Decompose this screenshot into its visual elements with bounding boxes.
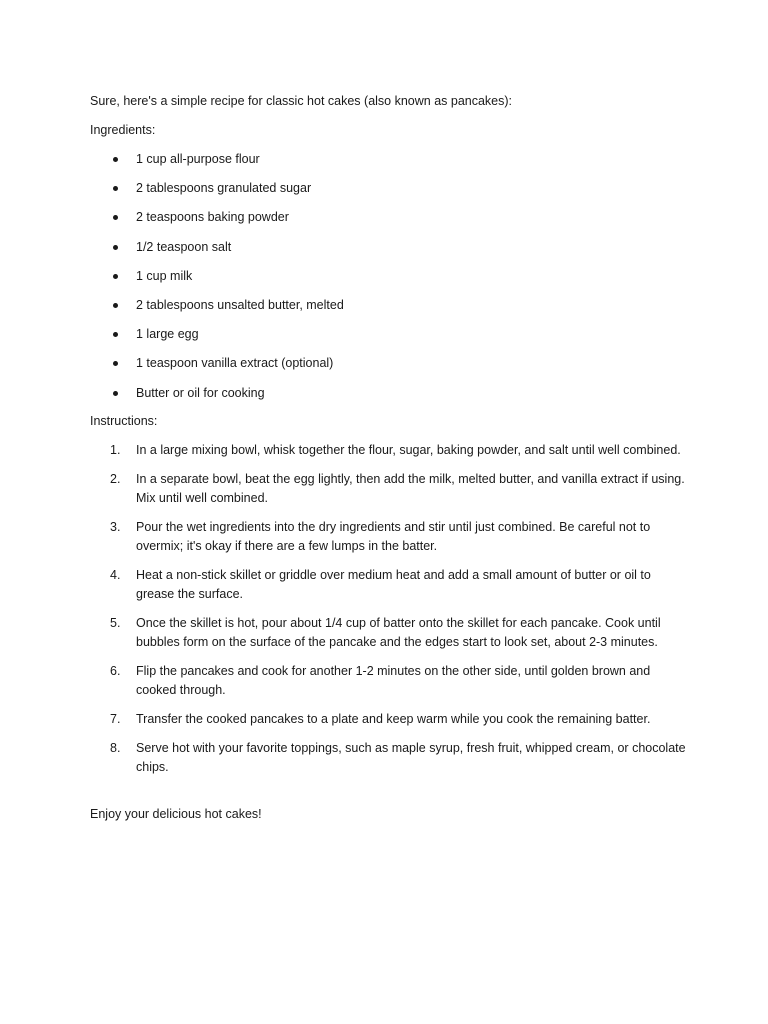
ingredient-item: 1/2 teaspoon salt (90, 238, 344, 267)
step-text: Once the skillet is hot, pour about 1/4 cup of batter onto the skillet for each pancake. Cook until bubbles form on the surface of the pancake and the edges start to look set, about 2-3 minutes. (136, 616, 661, 649)
step-number: 3. (110, 520, 121, 534)
instruction-step (90, 470, 690, 508)
bullet-icon (113, 274, 118, 279)
bullet-icon (113, 215, 118, 220)
step-text: Flip the pancakes and cook for another 1-2 minutes on the other side, until golden brown and cooked through. (136, 664, 651, 697)
ingredient-item: 1 cup all-purpose flour (90, 150, 344, 179)
bullet-icon (113, 186, 118, 191)
closing-text: Enjoy your delicious hot cakes! (90, 807, 262, 821)
step-number: 7. (110, 712, 121, 726)
bullet-icon (113, 361, 118, 366)
bullet-icon (113, 157, 118, 162)
intro-text: Sure, here's a simple recipe for classic hot cakes (also known as pancakes): (90, 94, 513, 108)
ingredient-item: 2 tablespoons granulated sugar (90, 179, 344, 208)
bullet-icon (113, 303, 118, 308)
step-text: Pour the wet ingredients into the dry ingredients and stir until just combined. Be careful not to overmix; it's okay if there are a few lumps in the batter. (136, 520, 651, 553)
instructions-list (90, 441, 690, 787)
ingredient-item: 1 large egg (90, 325, 344, 354)
bullet-icon (113, 245, 118, 250)
instruction-step (90, 614, 690, 652)
step-text: Transfer the cooked pancakes to a plate and keep warm while you cook the remaining batter. (136, 712, 651, 726)
ingredients-heading: Ingredients: (90, 123, 156, 137)
bullet-icon (113, 391, 118, 396)
instruction-step (90, 441, 690, 460)
step-text: In a separate bowl, beat the egg lightly, then add the milk, melted butter, and vanilla extract if using. Mix until well combined. (136, 472, 685, 505)
ingredient-item: 1 cup milk (90, 267, 344, 296)
ingredient-item: 2 teaspoons baking powder (90, 208, 344, 237)
step-text: In a large mixing bowl, whisk together the flour, sugar, baking powder, and salt until well combined. (136, 443, 681, 457)
ingredients-list (90, 150, 344, 413)
bullet-icon (113, 332, 118, 337)
step-number: 2. (110, 472, 121, 486)
step-text: Serve hot with your favorite toppings, such as maple syrup, fresh fruit, whipped cream, or chocolate chips. (136, 741, 686, 774)
step-text: Heat a non-stick skillet or griddle over medium heat and add a small amount of butter or oil to grease the surface. (136, 568, 651, 601)
step-number: 5. (110, 616, 121, 630)
step-number: 4. (110, 568, 121, 582)
ingredient-item: 2 tablespoons unsalted butter, melted (90, 296, 344, 325)
step-number: 1. (110, 443, 121, 457)
instruction-step (90, 710, 690, 729)
ingredient-item: Butter or oil for cooking (90, 384, 344, 413)
step-number: 8. (110, 741, 121, 755)
instruction-step (90, 662, 690, 700)
ingredient-item: 1 teaspoon vanilla extract (optional) (90, 354, 344, 383)
instruction-step (90, 739, 690, 777)
instruction-step (90, 518, 690, 556)
instruction-step (90, 566, 690, 604)
instructions-heading: Instructions: (90, 414, 158, 428)
step-number: 6. (110, 664, 121, 678)
